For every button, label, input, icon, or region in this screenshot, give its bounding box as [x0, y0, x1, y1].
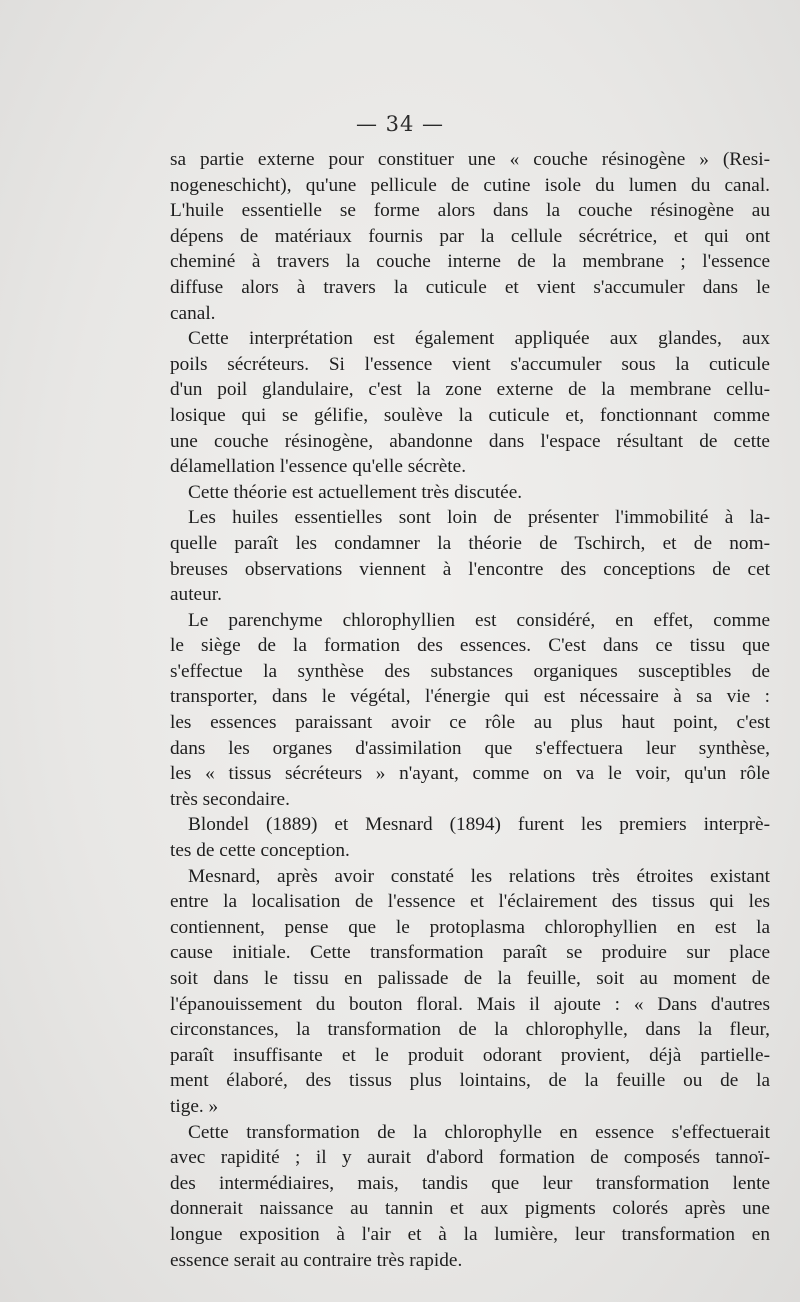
text-line: quelle paraît les condamner la théorie de Tschirch, et de nom-: [170, 532, 770, 554]
text-line: des intermédiaires, mais, tandis que leur transformation lente: [170, 1172, 770, 1194]
text-line: les essences paraissant avoir ce rôle au plus haut point, c'est: [170, 712, 770, 734]
paragraph: [170, 480, 770, 506]
text-line: nogeneschicht), qu'une pellicule de cutine isole du lumen du canal.: [170, 174, 770, 196]
text-line: Cette théorie est actuellement très discutée.: [188, 481, 523, 503]
text-line: donnerait naissance au tannin et aux pigments colorés après une: [170, 1198, 770, 1220]
text-line: s'effectue la synthèse des substances organiques susceptibles de: [170, 660, 770, 682]
text-line: sa partie externe pour constituer une « couche résinogène » (Resi-: [170, 149, 770, 170]
text-line: très secondaire.: [170, 788, 290, 810]
text-line: délamellation l'essence qu'elle sécrète.: [170, 456, 467, 478]
paragraph: [170, 147, 770, 326]
text-line: breuses observations viennent à l'encontre des conceptions de cet: [170, 558, 770, 580]
text-line: entre la localisation de l'essence et l'éclairement des tissus qui les: [170, 891, 770, 913]
text-line: cause initiale. Cette transformation paraît se produire sur place: [170, 942, 770, 964]
text-line: Les huiles essentielles sont loin de présenter l'immobilité à la-: [188, 507, 770, 529]
text-line: transporter, dans le végétal, l'énergie qui est nécessaire à sa vie :: [170, 686, 770, 708]
paragraph: [170, 505, 770, 607]
text-line: tes de cette conception.: [170, 840, 350, 862]
text-line: Mesnard, après avoir constaté les relations très étroites existant: [188, 865, 770, 887]
text-line: contiennent, pense que le protoplasma chlorophyllien en est la: [170, 916, 770, 938]
paragraph: [170, 812, 770, 863]
text-line: essence serait au contraire très rapide.: [170, 1249, 463, 1271]
page-number: — 34 —: [355, 112, 445, 136]
text-line: d'un poil glandulaire, c'est la zone externe de la membrane cellu-: [170, 379, 770, 401]
text-line: longue exposition à l'air et à la lumière, leur transformation en: [170, 1223, 770, 1245]
text-line: Cette transformation de la chlorophylle en essence s'effectuerait: [188, 1121, 770, 1143]
text-line: soit dans le tissu en palissade de la feuille, soit au moment de: [170, 968, 770, 989]
text-line: ment élaboré, des tissus plus lointains, de la feuille ou de la: [170, 1070, 770, 1092]
paragraph: [170, 864, 770, 1120]
text-line: dans les organes d'assimilation que s'effectuera leur synthèse,: [170, 737, 770, 759]
paragraph: [170, 326, 770, 480]
text-line: une couche résinogène, abandonne dans l'espace résultant de cette: [170, 430, 770, 452]
text-line: auteur.: [170, 584, 222, 606]
paragraph: [170, 1120, 770, 1274]
text-line: circonstances, la transformation de la chlorophylle, dans la fleur,: [170, 1019, 770, 1041]
text-line: diffuse alors à travers la cuticule et vient s'accumuler dans le: [170, 276, 770, 298]
text-line: Le parenchyme chlorophyllien est considéré, en effet, comme: [188, 609, 770, 631]
text-line: cheminé à travers la couche interne de la membrane ; l'essence: [170, 251, 770, 273]
text-line: losique qui se gélifie, soulève la cuticule et, fonctionnant comme: [170, 404, 770, 426]
paragraph: [170, 608, 770, 813]
text-line: Cette interprétation est également appliquée aux glandes, aux: [188, 328, 770, 350]
text-line: les « tissus sécréteurs » n'ayant, comme on va le voir, qu'un rôle: [170, 763, 770, 785]
text-line: paraît insuffisante et le produit odorant provient, déjà partielle-: [170, 1044, 770, 1066]
text-line: dépens de matériaux fournis par la cellule sécrétrice, et qui ont: [170, 225, 770, 247]
text-line: poils sécréteurs. Si l'essence vient s'accumuler sous la cuticule: [170, 353, 770, 375]
text-line: Blondel (1889) et Mesnard (1894) furent les premiers interprè-: [188, 814, 770, 836]
text-line: avec rapidité ; il y aurait d'abord formation de composés tannoï-: [170, 1147, 770, 1169]
text-line: canal.: [170, 302, 216, 324]
text-line: le siège de la formation des essences. C'est dans ce tissu que: [170, 635, 770, 657]
text-line: l'épanouissement du bouton floral. Mais il ajoute : « Dans d'autres: [170, 993, 770, 1015]
body-text: [170, 147, 770, 1273]
text-line: L'huile essentielle se forme alors dans la couche résinogène au: [170, 200, 770, 222]
text-line: tige. »: [170, 1095, 219, 1117]
